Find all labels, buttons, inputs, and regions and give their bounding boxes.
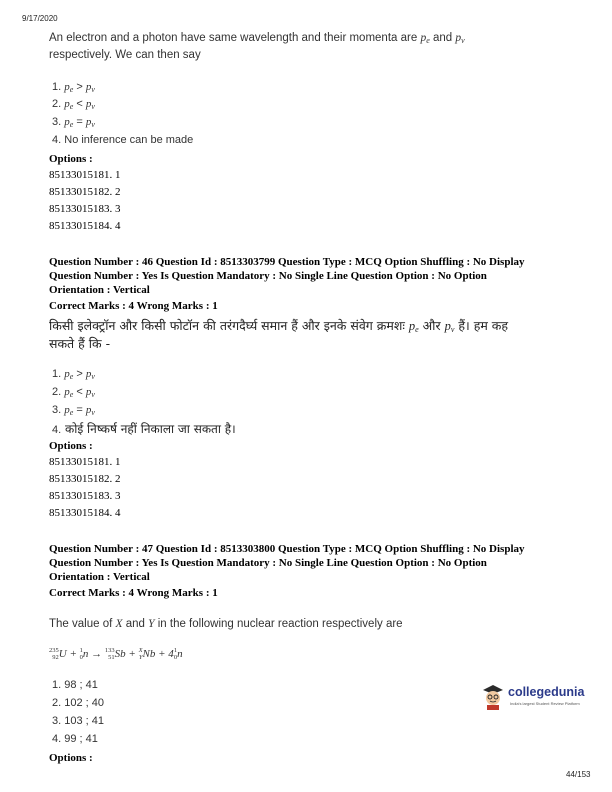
q45-option-id-4: 85133015184. 4 (49, 220, 121, 232)
q45-option-3: 3. $p_e = p_v$ (52, 116, 95, 129)
q45-option-1: 1. $p_e > p_v$ (52, 81, 95, 94)
logo-name: collegedunia (508, 685, 585, 699)
q45-option-4: 4. No inference can be made (52, 134, 194, 146)
q47-meta-line-1: Question Number : 47 Question Id : 8513303800 Question Type : MCQ Option Shuffling : No Display (49, 543, 525, 555)
q46-meta-line-1: Question Number : 46 Question Id : 8513303799 Question Type : MCQ Option Shuffling : No Display (49, 256, 525, 268)
q47-nuclear-equation: 235 92U + 1 0n → 133 51Sb + X YNb + 41 0n (49, 647, 183, 661)
q46-marks: Correct Marks : 4 Wrong Marks : 1 (49, 300, 218, 312)
q47-meta-line-2: Question Number : Yes Is Question Mandatory : No Single Line Question Option : No Option (49, 557, 487, 569)
logo-tagline: India's largest Student Review Platform (510, 701, 580, 706)
q47-question-text: The value of X and Y in the following nuclear reaction respectively are (49, 618, 403, 630)
q46-option-4: 4. कोई निष्कर्ष नहीं निकाला जा सकता है। (52, 422, 236, 436)
q47-option-4: 4. 99 ; 41 (52, 733, 98, 745)
q45-options-label: Options : (49, 153, 93, 165)
q47-option-1: 1. 98 ; 41 (52, 679, 98, 691)
q45-option-id-2: 85133015182. 2 (49, 186, 121, 198)
q46-hindi-text-line-1: किसी इलेक्ट्रॉन और किसी फोटॉन की तरंगदैर्घ्य समान हैं और इनके संवेग क्रमशः $p_e$ और $p_v$ हैं। हम कह (49, 318, 509, 334)
question-45-text-line-2: respectively. We can then say (49, 49, 201, 61)
q45-option-2: 2. $p_e < p_v$ (52, 98, 95, 111)
q46-meta-line-3: Orientation : Vertical (49, 284, 150, 296)
q46-option-id-3: 85133015183. 3 (49, 490, 121, 502)
q47-option-3: 3. 103 ; 41 (52, 715, 104, 727)
question-45-text-line-1: An electron and a photon have same wavelength and their momenta are $p_e$ and $p_v$ (49, 32, 465, 45)
q47-option-2: 2. 102 ; 40 (52, 697, 104, 709)
q46-option-1: 1. $p_e > p_v$ (52, 368, 95, 381)
q46-hindi-text-line-2: सकते हैं कि - (49, 336, 111, 351)
q46-option-id-2: 85133015182. 2 (49, 473, 121, 485)
print-date: 9/17/2020 (22, 14, 58, 23)
q45-option-id-1: 85133015181. 1 (49, 169, 121, 181)
q47-meta-line-3: Orientation : Vertical (49, 571, 150, 583)
q46-option-2: 2. $p_e < p_v$ (52, 386, 95, 399)
q46-option-3: 3. $p_e = p_v$ (52, 404, 95, 417)
q45-option-id-3: 85133015183. 3 (49, 203, 121, 215)
q46-option-id-1: 85133015181. 1 (49, 456, 121, 468)
q46-meta-line-2: Question Number : Yes Is Question Mandatory : No Single Line Question Option : No Option (49, 270, 487, 282)
q47-marks: Correct Marks : 4 Wrong Marks : 1 (49, 587, 218, 599)
collegedunia-logo (480, 682, 590, 712)
q47-options-label: Options : (49, 752, 93, 764)
page-number: 44/153 (566, 770, 591, 779)
mascot-icon (480, 682, 506, 710)
q46-options-label: Options : (49, 440, 93, 452)
q46-option-id-4: 85133015184. 4 (49, 507, 121, 519)
